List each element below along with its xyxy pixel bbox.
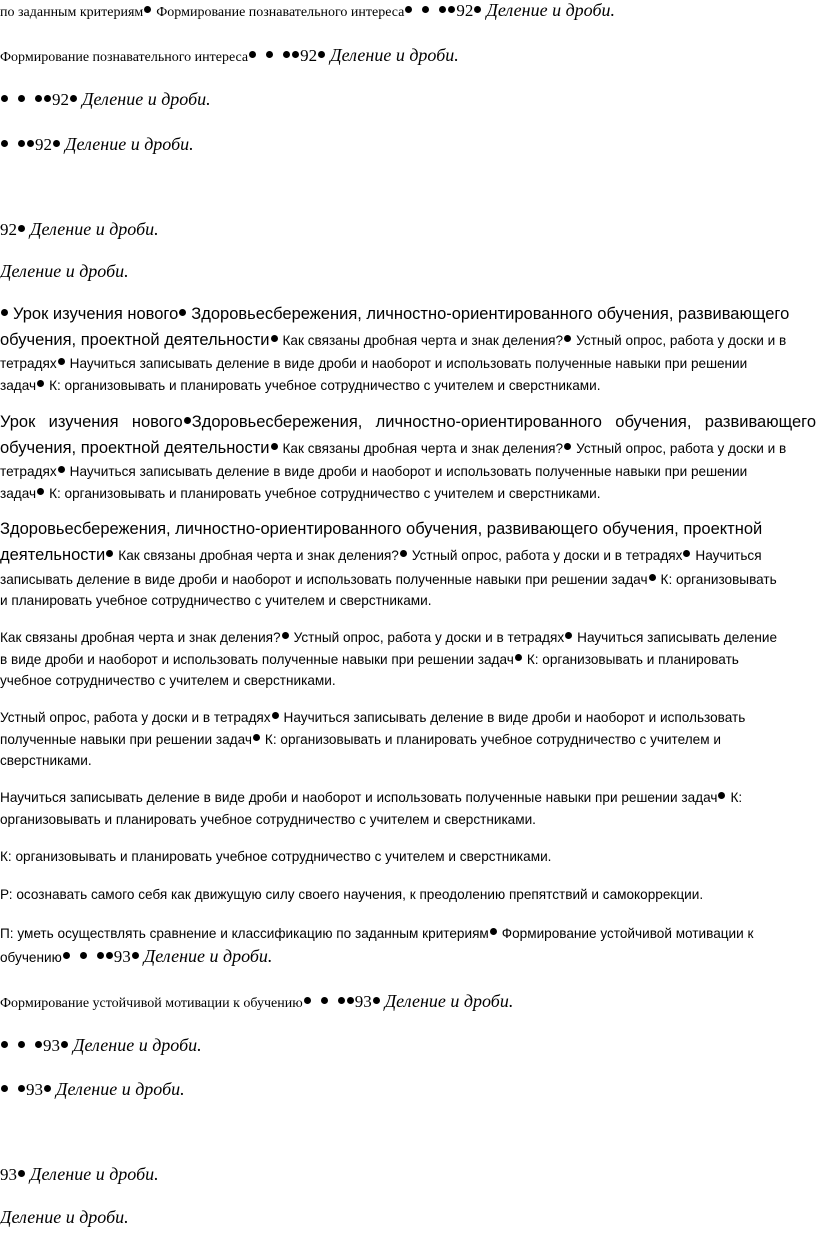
bullet-icon — [448, 6, 455, 13]
bullet-icon — [1, 309, 8, 316]
block3-row1 — [0, 520, 816, 539]
bullet-icon — [422, 6, 429, 13]
block1-row4 — [0, 377, 816, 395]
bullet-icon — [63, 952, 70, 959]
lesson-title: Деление и дроби. — [56, 1079, 185, 1099]
block2-row3 — [0, 463, 816, 481]
bullet-icon — [18, 225, 25, 232]
text: задач — [0, 378, 37, 393]
bullet-icon — [97, 952, 104, 959]
text: полученные навыки при решении задач — [0, 732, 252, 747]
text: К: организовывать и планировать учебное сотрудничество с учителем и сверстниками. — [49, 378, 601, 393]
bullet-icon — [718, 792, 725, 799]
bullet-icon — [144, 6, 151, 13]
bullet-icon — [27, 140, 34, 147]
bullet-icon — [18, 1085, 25, 1092]
bullet-icon — [18, 140, 25, 147]
text: Как связаны дробная черта и знак деления? — [282, 441, 564, 456]
bullet-icon — [321, 997, 328, 1004]
block4-row2 — [0, 651, 816, 669]
line-93-b — [0, 1035, 816, 1056]
text: Здоровьесбережения, личностно-ориентированного обучения, развивающего — [191, 305, 790, 323]
lesson-number: 92 — [300, 46, 318, 65]
lesson-number: 93 — [0, 1165, 17, 1184]
lesson-title: Деление и дроби. — [82, 89, 211, 109]
text: К: организовывать и планировать учебное сотрудничество с учителем и — [264, 732, 721, 747]
bullet-icon — [439, 6, 446, 13]
text: Формирование устойчивой мотивации к обучению — [0, 996, 303, 1011]
bullet-icon — [405, 6, 412, 13]
bullet-icon — [271, 335, 278, 342]
bullet-icon — [266, 51, 273, 58]
text: К: организовывать и планировать учебное сотрудничество с учителем и сверстниками. — [0, 849, 552, 864]
bullet-icon — [106, 550, 113, 557]
text: и планировать учебное сотрудничество с учителем и сверстниками. — [0, 593, 432, 608]
text: обучению — [0, 950, 62, 965]
line-93-c — [0, 1079, 816, 1100]
block4-row1 — [0, 629, 816, 647]
text: учебное сотрудничество с учителем и сверстниками. — [0, 673, 336, 688]
lesson-title: Деление и дроби. — [0, 1207, 129, 1227]
bullet-icon — [58, 358, 65, 365]
block1-row2 — [0, 331, 816, 350]
text: К: организовывать — [660, 572, 777, 587]
block3-row3 — [0, 571, 816, 589]
block4-row3 — [0, 672, 816, 690]
bullet-icon — [18, 95, 25, 102]
bullet-icon — [283, 51, 290, 58]
bullet-icon — [80, 952, 87, 959]
text: Устный опрос, работа у доски и в тетрадях — [0, 710, 271, 725]
bullet-icon — [347, 997, 354, 1004]
text: Научиться записывать деление в виде дроби и наоборот и использовать полученные навыки при решении — [69, 464, 748, 479]
block2-row2 — [0, 439, 816, 458]
line-92-c — [0, 89, 816, 110]
bullet-icon — [338, 997, 345, 1004]
bullet-icon — [179, 309, 186, 316]
lesson-title: Деление и дроби. — [30, 1164, 159, 1184]
bullet-icon — [683, 550, 690, 557]
bullet-icon — [44, 95, 51, 102]
bullet-icon — [18, 1170, 25, 1177]
lesson-number: 92 — [456, 1, 474, 20]
block9-row2 — [0, 946, 816, 967]
lesson-title: Деление и дроби. — [73, 1035, 202, 1055]
block2-row4 — [0, 485, 816, 503]
block6-row2 — [0, 811, 816, 829]
block5-row1 — [0, 709, 816, 727]
block5-row3 — [0, 752, 816, 770]
lesson-number: 93 — [43, 1036, 60, 1055]
bullet-icon — [37, 380, 44, 387]
bullet-icon — [184, 417, 191, 424]
bullet-icon — [318, 51, 325, 58]
line-92-a — [0, 0, 816, 21]
text: Формирование познавательного интереса — [156, 5, 405, 20]
text: К: — [730, 790, 743, 805]
text: Научиться записывать деление в виде дроби и наоборот и использовать полученные навыки при решении — [69, 356, 748, 371]
text: обучения, проектной деятельности — [0, 439, 270, 457]
text: Урок изучения нового — [0, 413, 183, 431]
lesson-number: 93 — [26, 1080, 43, 1099]
block2-row1 — [0, 413, 816, 432]
block5-row2 — [0, 731, 816, 749]
text: Устный опрос, работа у доски и в — [576, 333, 787, 348]
line-93-a — [0, 991, 816, 1012]
text: Научиться записывать деление в виде дроби и наоборот и использовать — [283, 710, 746, 725]
text: Как связаны дробная черта и знак деления? — [0, 630, 281, 645]
bullet-icon — [304, 997, 311, 1004]
lesson-title: Деление и дроби. — [330, 45, 459, 65]
line-92-f — [0, 261, 816, 282]
lesson-number: 93 — [113, 947, 131, 966]
bullet-icon — [1, 95, 8, 102]
lesson-title: Деление и дроби. — [486, 0, 615, 20]
text: Урок изучения нового — [13, 305, 179, 323]
text: Здоровьесбережения, личностно-ориентированного обучения, развивающего — [191, 413, 816, 431]
text: сверстниками. — [0, 753, 92, 768]
text: К: организовывать и планировать учебное сотрудничество с учителем и сверстниками. — [49, 486, 601, 501]
text: Формирование устойчивой мотивации к — [501, 926, 754, 941]
block9-row1 — [0, 925, 816, 943]
lesson-title: Деление и дроби. — [30, 219, 159, 239]
bullet-icon — [272, 712, 279, 719]
bullet-icon — [1, 140, 8, 147]
lesson-title: Деление и дроби. — [384, 991, 514, 1011]
bullet-icon — [400, 550, 407, 557]
block3-row2 — [0, 546, 816, 565]
lesson-title: Деление и дроби. — [143, 946, 273, 966]
bullet-icon — [132, 952, 139, 959]
bullet-icon — [282, 632, 289, 639]
bullet-icon — [490, 928, 497, 935]
text: Формирование познавательного интереса — [0, 50, 249, 65]
bullet-icon — [249, 51, 256, 58]
bullet-icon — [564, 443, 571, 450]
bullet-icon — [35, 95, 42, 102]
bullet-icon — [35, 1041, 42, 1048]
bullet-icon — [1, 1041, 8, 1048]
text: К: организовывать и планировать — [526, 652, 739, 667]
text: тетрадях — [0, 356, 57, 371]
bullet-icon — [649, 574, 656, 581]
lesson-title: Деление и дроби. — [65, 134, 194, 154]
bullet-icon — [37, 488, 44, 495]
bullet-icon — [515, 654, 522, 661]
bullet-icon — [61, 1041, 68, 1048]
line-92-d — [0, 134, 816, 155]
block6-row1 — [0, 789, 816, 807]
text: Как связаны дробная черта и знак деления? — [282, 333, 564, 348]
text: Научиться записывать деление — [577, 630, 778, 645]
lesson-number: 92 — [0, 220, 17, 239]
line-93-d — [0, 1164, 816, 1185]
block8-row1 — [0, 886, 816, 904]
lesson-number: 93 — [354, 992, 372, 1011]
text: тетрадях — [0, 464, 57, 479]
block3-row4 — [0, 592, 816, 610]
block1-row3 — [0, 355, 816, 373]
text: Р: осознавать самого себя как движущую силу своего научения, к преодолению препятствий и самокоррекции. — [0, 887, 704, 902]
text: по заданным критериям — [0, 5, 144, 20]
line-93-e — [0, 1207, 816, 1228]
text: Здоровьесбережения, личностно-ориентированного обучения, развивающего обучения, проектной — [0, 520, 763, 538]
bullet-icon — [58, 466, 65, 473]
text: записывать деление в виде дроби и наоборот и использовать полученные навыки при решении задач — [0, 572, 648, 587]
bullet-icon — [564, 335, 571, 342]
line-92-e — [0, 219, 816, 240]
text: в виде дроби и наоборот и использовать полученные навыки при решении задач — [0, 652, 514, 667]
block7-row1 — [0, 848, 816, 866]
bullet-icon — [70, 95, 77, 102]
block1-row1 — [0, 305, 816, 324]
bullet-icon — [53, 140, 60, 147]
text: деятельности — [0, 546, 106, 564]
text: Устный опрос, работа у доски и в — [576, 441, 787, 456]
text: организовывать и планировать учебное сотрудничество с учителем и сверстниками. — [0, 812, 536, 827]
bullet-icon — [1, 1085, 8, 1092]
bullet-icon — [373, 997, 380, 1004]
text: Устный опрос, работа у доски и в тетрадях — [293, 630, 565, 645]
text: задач — [0, 486, 37, 501]
text: Научиться — [695, 548, 762, 563]
lesson-title: Деление и дроби. — [0, 261, 129, 281]
lesson-number: 92 — [52, 90, 69, 109]
text: обучения, проектной деятельности — [0, 331, 270, 349]
bullet-icon — [292, 51, 299, 58]
text: П: уметь осуществлять сравнение и классификацию по заданным критериям — [0, 926, 489, 941]
text: Устный опрос, работа у доски и в тетрадях — [411, 548, 683, 563]
bullet-icon — [565, 632, 572, 639]
line-92-b — [0, 45, 816, 66]
bullet-icon — [253, 734, 260, 741]
bullet-icon — [271, 443, 278, 450]
text: Научиться записывать деление в виде дроби и наоборот и использовать полученные навыки при решении задач — [0, 790, 718, 805]
bullet-icon — [44, 1085, 51, 1092]
bullet-icon — [18, 1041, 25, 1048]
bullet-icon — [106, 952, 113, 959]
lesson-number: 92 — [35, 135, 52, 154]
bullet-icon — [474, 6, 481, 13]
text: Как связаны дробная черта и знак деления? — [118, 548, 399, 563]
